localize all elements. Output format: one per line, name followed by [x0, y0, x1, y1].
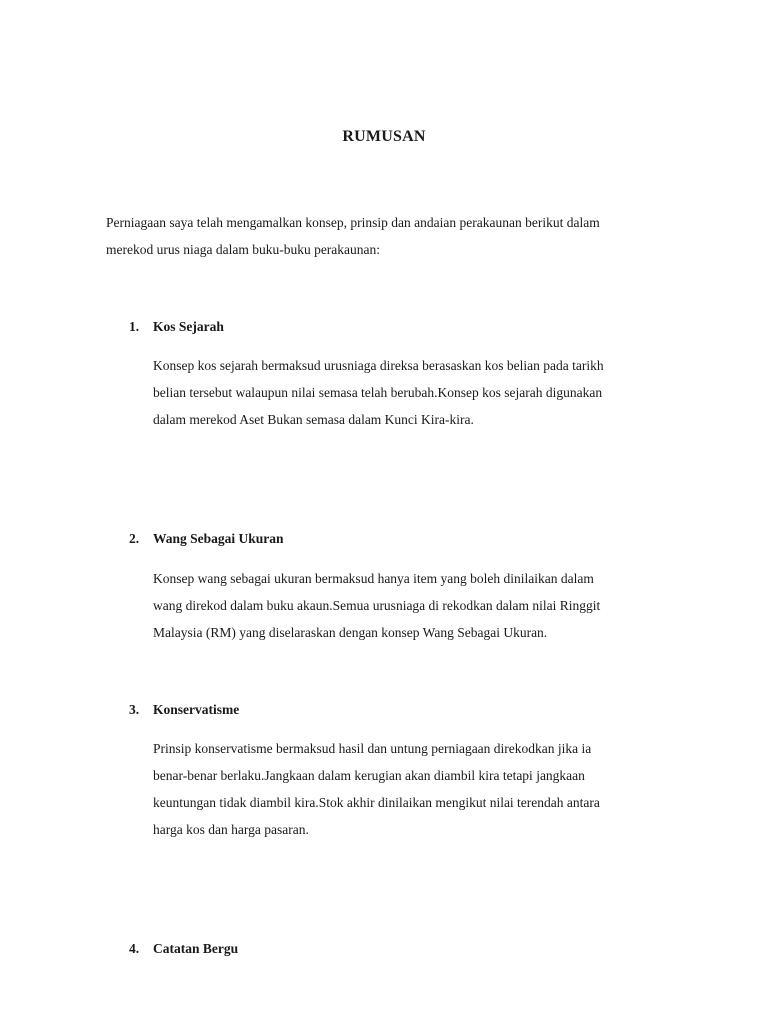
section-title: Catatan Bergu — [153, 941, 239, 956]
body-line: Malaysia (RM) yang diselaraskan dengan konsep Wang Sebagai Ukuran. — [153, 625, 548, 640]
body-line: Prinsip konservatisme bermaksud hasil dan untung perniagaan direkodkan jika ia — [153, 741, 592, 756]
section-konservatisme — [129, 700, 689, 843]
section-title: Kos Sejarah — [153, 319, 224, 334]
section-wang-sebagai-ukuran — [129, 529, 689, 646]
section-heading — [129, 700, 689, 720]
section-heading — [129, 529, 689, 549]
section-heading — [129, 939, 689, 959]
section-title: Wang Sebagai Ukuran — [153, 531, 284, 546]
body-line: Konsep wang sebagai ukuran bermaksud hanya item yang boleh dinilaikan dalam — [153, 571, 594, 586]
section-heading — [129, 317, 689, 337]
body-line: wang direkod dalam buku akaun.Semua urusniaga di rekodkan dalam nilai Ringgit — [153, 598, 601, 613]
section-body — [153, 352, 673, 433]
section-number: 4. — [129, 941, 140, 956]
section-body — [153, 565, 673, 646]
section-title: Konservatisme — [153, 702, 240, 717]
body-line: dalam merekod Aset Bukan semasa dalam Kunci Kira-kira. — [153, 412, 474, 427]
section-catatan-bergu — [129, 939, 689, 959]
body-line: Konsep kos sejarah bermaksud urusniaga direksa berasaskan kos belian pada tarikh — [153, 358, 604, 373]
section-kos-sejarah — [129, 317, 689, 433]
body-line: keuntungan tidak diambil kira.Stok akhir dinilaikan mengikut nilai terendah antara — [153, 795, 600, 810]
body-line: belian tersebut walaupun nilai semasa telah berubah.Konsep kos sejarah digunakan — [153, 385, 603, 400]
section-body — [153, 735, 673, 843]
section-number: 3. — [129, 702, 140, 717]
intro-line: Perniagaan saya telah mengamalkan konsep, prinsip dan andaian perakaunan berikut dalam — [106, 215, 600, 230]
section-number: 2. — [129, 531, 140, 546]
intro-line: merekod urus niaga dalam buku-buku perakaunan: — [106, 242, 381, 257]
section-number: 1. — [129, 319, 140, 334]
intro-paragraph — [106, 209, 676, 263]
body-line: benar-benar berlaku.Jangkaan dalam kerugian akan diambil kira tetapi jangkaan — [153, 768, 585, 783]
body-line: harga kos dan harga pasaran. — [153, 822, 309, 837]
page-title: RUMUSAN — [342, 128, 426, 145]
